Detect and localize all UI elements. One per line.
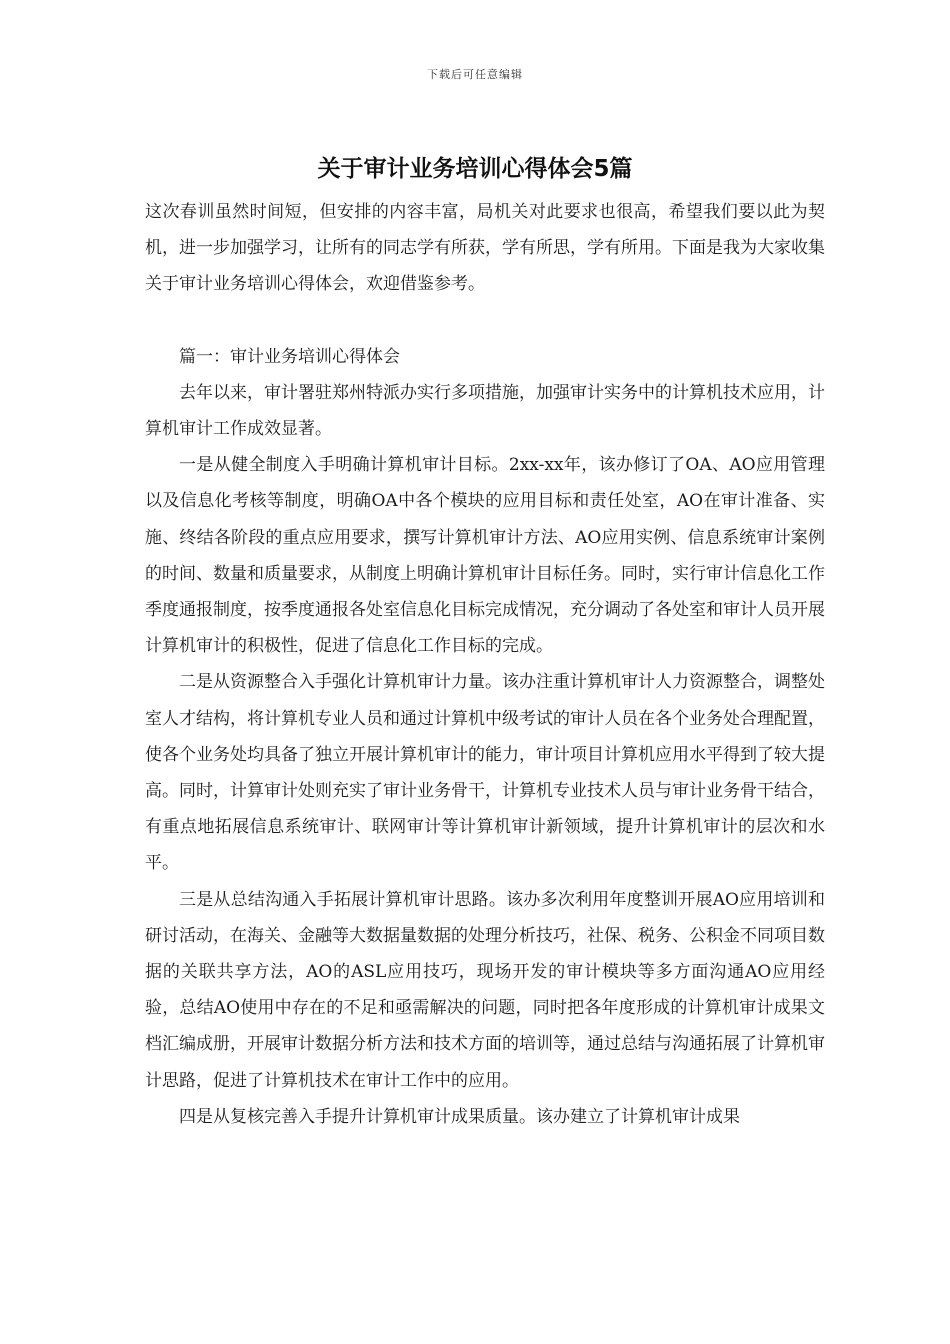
body-paragraph: 去年以来，审计署驻郑州特派办实行多项措施，加强审计实务中的计算机技术应用，计算机审计工作成效显著。	[145, 382, 825, 440]
body-paragraph: 一是从健全制度入手明确计算机审计目标。2xx-xx年，该办修订了OA、AO应用管理以及信息化考核等制度，明确OA中各个模块的应用目标和责任处室，AO在审计准备、实施、终结各阶段的重点应用要求，撰写计算机审计方法、AO应用实例、信息系统审计案例的时间、数量和质量要求，从制度上明确计算机审计目标任务。同时，实行审计信息化工作季度通报制度，按季度通报各处室信息化目标完成情况，充分调动了各处室和审计人员开展计算机审计的积极性，促进了信息化工作目标的完成。	[145, 455, 825, 657]
intro-paragraph: 这次春训虽然时间短，但安排的内容丰富，局机关对此要求也很高，希望我们要以此为契机，进一步加强学习，让所有的同志学有所获，学有所思，学有所用。下面是我为大家收集关于审计业务培训心得体会，欢迎借鉴参考。	[145, 202, 825, 295]
section-heading: 篇一：审计业务培训心得体会	[179, 346, 400, 367]
body-paragraph: 四是从复核完善入手提升计算机审计成果质量。该办建立了计算机审计成果	[179, 1106, 740, 1127]
document-body	[145, 194, 825, 1135]
header-note: 下载后可任意编辑	[427, 68, 523, 81]
body-paragraph: 二是从资源整合入手强化计算机审计力量。该办注重计算机审计人力资源整合，调整处室人才结构，将计算机专业人员和通过计算机中级考试的审计人员在各个业务处合理配置，使各个业务处均具备了独立开展计算机审计的能力，审计项目计算机应用水平得到了较大提高。同时，计算审计处则充实了审计业务骨干，计算机专业技术人员与审计业务骨干结合，有重点地拓展信息系统审计、联网审计等计算机审计新领域，提升计算机审计的层次和水平。	[145, 672, 825, 874]
body-paragraph: 三是从总结沟通入手拓展计算机审计思路。该办多次利用年度整训开展AO应用培训和研讨活动，在海关、金融等大数据量数据的处理分析技巧，社保、税务、公积金不同项目数据的关联共享方法，AO的ASL应用技巧，现场开发的审计模块等多方面沟通AO应用经验，总结AO使用中存在的不足和亟需解决的问题，同时把各年度形成的计算机审计成果文档汇编成册，开展审计数据分析方法和技术方面的培训等，通过总结与沟通拓展了计算机审计思路，促进了计算机技术在审计工作中的应用。	[145, 889, 825, 1091]
document-title: 关于审计业务培训心得体会5篇	[317, 156, 633, 182]
